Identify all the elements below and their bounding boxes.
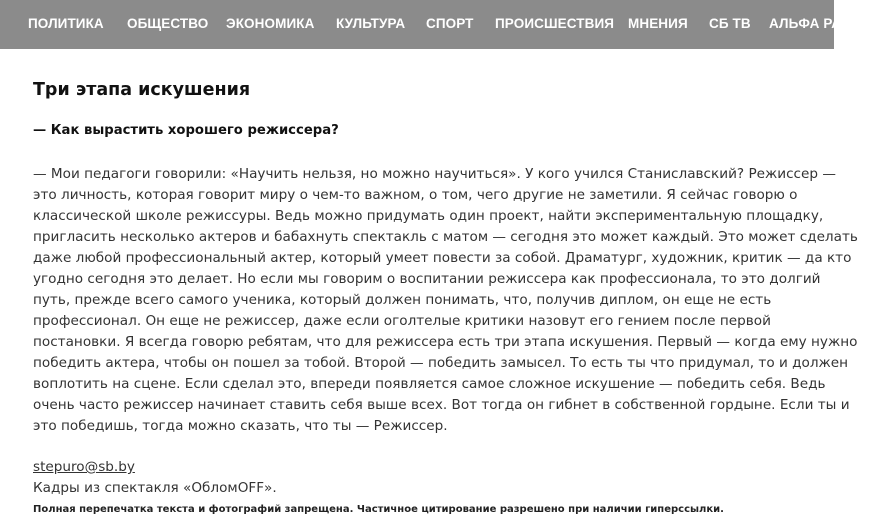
body-line: — Мои педагоги говорили: «Научить нельзя, но можно научиться». У кого учился Станиславский? Режиссер — xyxy=(33,166,836,182)
nav-item-incidents[interactable]: ПРОИСШЕСТВИЯ xyxy=(495,16,615,31)
nav-item-opinions[interactable]: МНЕНИЯ xyxy=(628,16,688,31)
body-line: победить актера, чтобы он пошел за тобой. Второй — победить замысел. То есть ты что придумал, то и должен xyxy=(33,355,849,371)
body-line: путь, прежде всего самого ученика, который должен понимать, что, получив диплом, он еще не есть xyxy=(33,292,772,308)
author-email-link[interactable]: stepuro@sb.by xyxy=(33,459,135,475)
nav-item-sb-tv[interactable]: СБ ТВ xyxy=(709,16,751,31)
nav-item-sport[interactable]: СПОРТ xyxy=(426,16,474,31)
body-line: постановки. Я всегда говорю ребятам, что для режиссера есть три этапа искушения. Первый — когда ему нужно xyxy=(33,334,858,350)
body-line: даже любой профессиональный актер, который умеет повести за собой. Драматург, художник, критик — да кто xyxy=(33,250,852,266)
article-body xyxy=(33,164,858,437)
nav-item-economy[interactable]: ЭКОНОМИКА xyxy=(226,16,315,31)
nav-item-culture[interactable]: КУЛЬТУРА xyxy=(336,16,406,31)
body-line: это личность, которая говорит миру о чем-то важном, о том, чего другие не заметили. Я сейчас говорю о xyxy=(33,187,798,203)
nav-item-politics[interactable]: ПОЛИТИКА xyxy=(28,16,104,31)
body-line: пригласить несколько актеров и бабахнуть спектакль с матом — сегодня это может каждый. Это может сделать xyxy=(33,229,858,245)
nav-item-society[interactable]: ОБЩЕСТВО xyxy=(127,16,209,31)
top-navigation-bar xyxy=(0,0,872,49)
body-line: угодно сегодня это делает. Но если мы говорим о воспитании режиссера как профессионала, то это долгий xyxy=(33,271,821,287)
nav-item-alfa-radio[interactable]: АЛЬФА РАДИО xyxy=(769,16,872,31)
body-line: классической школе режиссуры. Ведь можно придумать один проект, найти экспериментальную площадку, xyxy=(33,208,824,224)
copyright-notice: Полная перепечатка текста и фотографий запрещена. Частичное цитирование разрешено при наличии гиперссылки. xyxy=(33,504,724,515)
interview-question: — Как вырастить хорошего режиссера? xyxy=(33,123,339,138)
photo-credit: Кадры из спектакля «ОбломOFF». xyxy=(33,480,277,496)
body-line: это победишь, тогда можно сказать, что ты — Режиссер. xyxy=(33,418,448,434)
article-title: Три этапа искушения xyxy=(33,80,251,100)
body-line: очень часто режиссер начинает ставить себя выше всех. Вот тогда он гибнет в собственной гордыне. Если ты и xyxy=(33,397,850,413)
body-line: воплотить на сцене. Если сделал это, впереди появляется самое сложное искушение — победить себя. Ведь xyxy=(33,376,826,392)
body-line: профессионал. Он еще не режиссер, даже если оголтелые критики назовут его гением после первой xyxy=(33,313,771,329)
